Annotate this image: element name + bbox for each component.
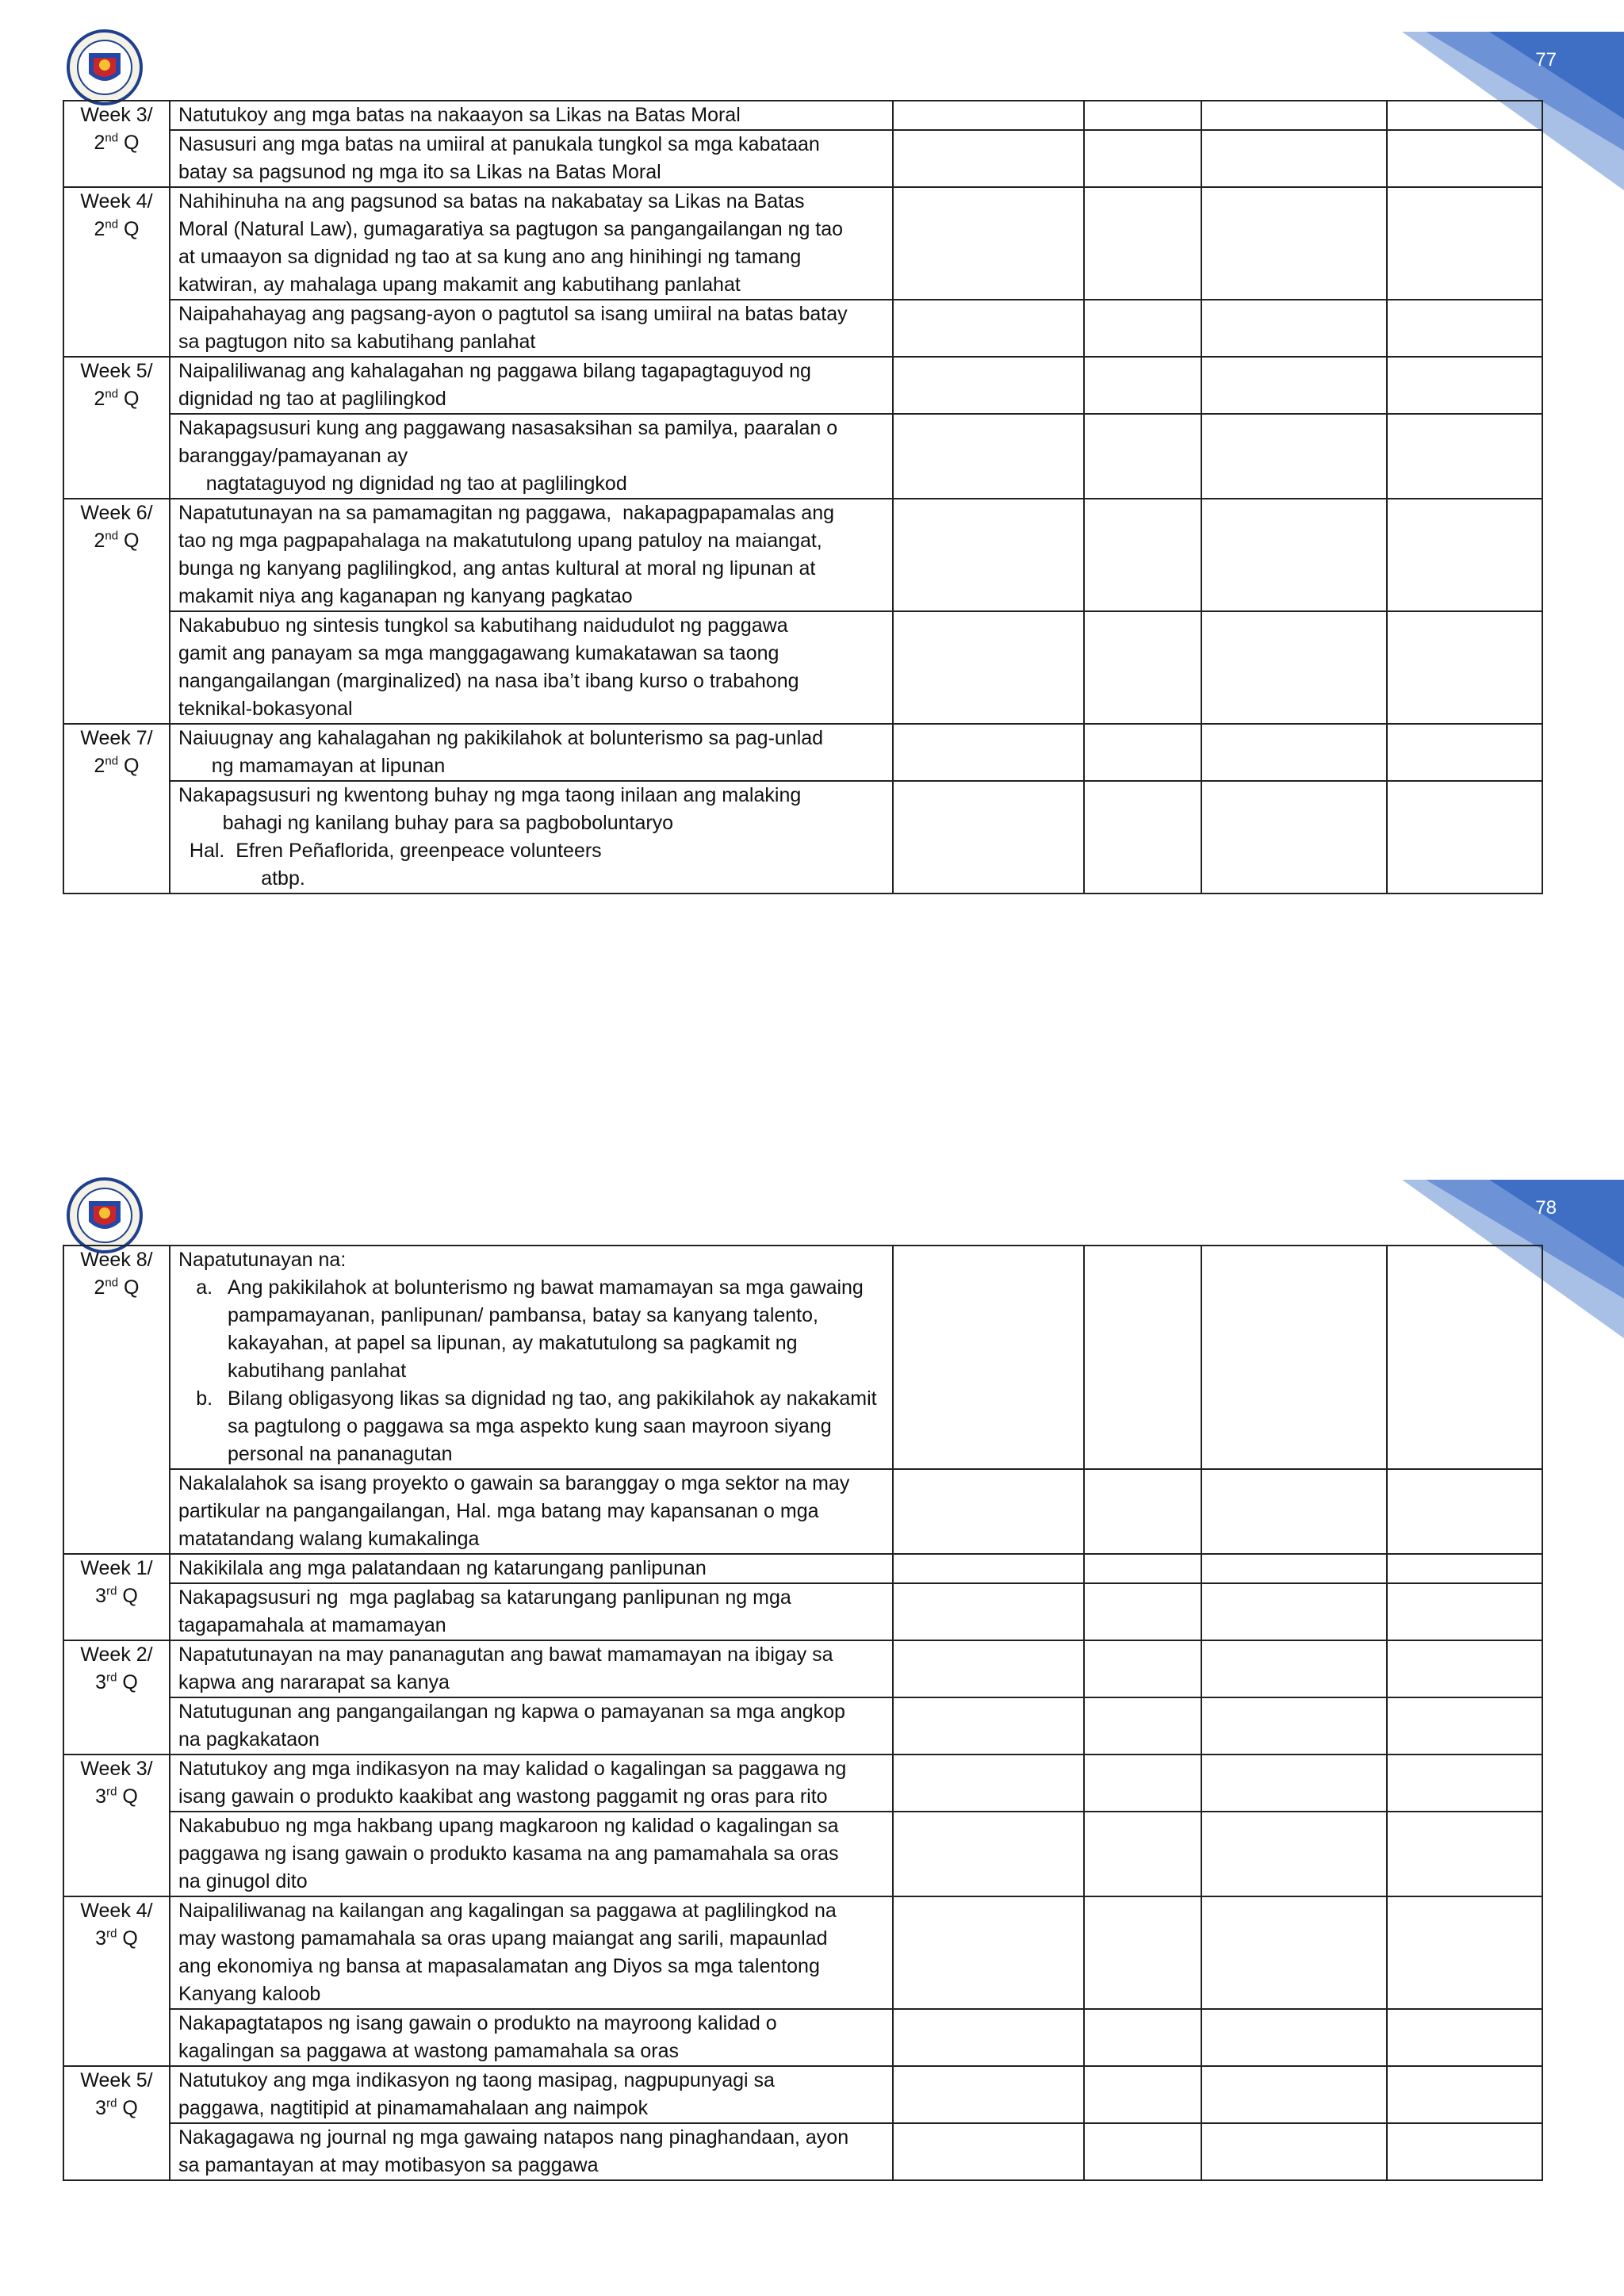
table-row [63,1583,1542,1640]
empty-cell [1387,187,1542,300]
week-cell [63,499,170,724]
quarter-label [72,385,161,413]
quarter-ordinal: rd [106,1785,117,1799]
quarter-number: 2 [94,132,105,154]
empty-cell [1084,1469,1201,1554]
competency-intro: Napatutunayan na: [178,1249,347,1271]
empty-cell [1387,2123,1542,2180]
quarter-suffix: Q [117,1671,138,1693]
empty-cell [1201,499,1387,611]
quarter-number: 3 [95,1927,107,1950]
quarter-suffix: Q [118,530,140,552]
empty-cell [1084,357,1201,414]
quarter-suffix: Q [117,2097,138,2119]
empty-cell [1201,724,1387,781]
empty-cell [1084,1896,1201,2009]
week-label: Week 2/ [80,1644,153,1666]
competency-cell: Nahihinuha na ang pagsunod sa batas na nakabatay sa Likas na Batas Moral (Natural Law), gumagaratiya sa pagtugon sa pangangailangan ng tao at umaayon sa dignidad ng tao at sa kung ano ang hinihingi ng tamang katwiran, ay mahalaga upang makamit ang kabutihang panlahat [170,187,893,300]
competency-cell: Naipaliliwanag na kailangan ang kagalingan sa paggawa at paglilingkod na may wastong pamamahala sa oras upang maiangat ang sarili, mapaunlad ang ekonomiya ng bansa at mapasalamatan ang Diyos sa mga talentong Kanyang kaloob [170,1896,893,2009]
empty-cell [893,101,1084,130]
table-row [63,499,1542,611]
empty-cell [1387,1812,1542,1896]
empty-cell [1201,187,1387,300]
empty-cell [1084,2123,1201,2180]
competency-cell: Natutukoy ang mga indikasyon na may kalidad o kagalingan sa paggawa ng isang gawain o produkto kaakibat ang wastong paggamit ng oras para rito [170,1755,893,1812]
competency-cell: Nakapagtatapos ng isang gawain o produkto na mayroong kalidad o kagalingan sa paggawa at wastong pamamahala sa oras [170,2009,893,2066]
empty-cell [1201,1755,1387,1812]
empty-cell [1387,499,1542,611]
empty-cell [1084,1755,1201,1812]
empty-cell [893,300,1084,357]
quarter-number: 3 [95,1785,107,1808]
empty-cell [893,187,1084,300]
empty-cell [1084,2066,1201,2123]
empty-cell [893,1246,1084,1469]
empty-cell [893,1755,1084,1812]
empty-cell [893,1469,1084,1554]
empty-cell [893,611,1084,724]
table-row [63,1554,1542,1583]
empty-cell [1201,414,1387,499]
empty-cell [1084,101,1201,130]
empty-cell [1084,1640,1201,1697]
competency-cell: Nakabubuo ng mga hakbang upang magkaroon ng kalidad o kagalingan sa paggawa ng isang gawain o produkto kasama na ang pamamahala sa oras na ginugol dito [170,1812,893,1896]
week-cell [63,2066,170,2180]
competency-cell: Naiuugnay ang kahalagahan ng pakikilahok at bolunterismo sa pag-unlad ng mamamayan at lipunan [170,724,893,781]
empty-cell [1201,781,1387,894]
table-row [63,101,1542,130]
empty-cell [1387,1896,1542,2009]
competency-cell: Nakikilala ang mga palatandaan ng katarungang panlipunan [170,1554,893,1583]
competency-cell: Naipahahayag ang pagsang-ayon o pagtutol sa isang umiiral na batas batay sa pagtugon nito sa kabutihang panlahat [170,300,893,357]
empty-cell [1201,1697,1387,1755]
empty-cell [1201,1896,1387,2009]
empty-cell [1387,781,1542,894]
table-row [63,300,1542,357]
competency-cell: Natutukoy ang mga indikasyon ng taong masipag, nagpupunyagi sa paggawa, nagtitipid at pinamamahalaan ang naimpok [170,2066,893,2123]
week-cell [63,1896,170,2066]
empty-cell [893,414,1084,499]
quarter-label [72,129,161,157]
competency-table [63,100,1543,894]
table-row [63,2009,1542,2066]
quarter-suffix: Q [118,388,140,410]
table-row [63,1697,1542,1755]
table-row [63,1640,1542,1697]
quarter-number: 3 [95,1671,107,1693]
empty-cell [1084,1697,1201,1755]
deped-seal-icon [65,1176,144,1255]
empty-cell [893,130,1084,187]
empty-cell [1387,1246,1542,1469]
table-row [63,130,1542,187]
empty-cell [1201,1812,1387,1896]
week-label: Week 4/ [80,190,153,212]
page-number: 78 [1535,1197,1557,1219]
week-cell [63,724,170,894]
page-number: 77 [1535,49,1557,71]
empty-cell [893,1896,1084,2009]
quarter-suffix: Q [118,132,140,154]
empty-cell [1084,130,1201,187]
quarter-ordinal: nd [105,387,119,401]
quarter-suffix: Q [117,1585,138,1607]
table-row [63,1812,1542,1896]
quarter-ordinal: nd [105,217,119,232]
week-label: Week 5/ [80,2069,153,2091]
empty-cell [1201,2123,1387,2180]
empty-cell [1387,300,1542,357]
competency-cell: Nakapagsusuri kung ang paggawang nasasaksihan sa pamilya, paaralan o baranggay/pamayanan ay nagtataguyod ng dignidad ng tao at paglilingkod [170,414,893,499]
quarter-number: 3 [95,2097,107,2119]
empty-cell [893,357,1084,414]
table-row [63,1246,1542,1469]
empty-cell [1387,724,1542,781]
week-label: Week 6/ [80,502,153,524]
quarter-label [72,527,161,555]
week-label: Week 3/ [80,1758,153,1780]
quarter-label [72,2095,161,2122]
empty-cell [1201,1640,1387,1697]
quarter-number: 2 [94,755,105,777]
quarter-number: 3 [95,1585,107,1607]
quarter-label [72,1274,161,1302]
empty-cell [1387,101,1542,130]
quarter-suffix: Q [118,1276,140,1299]
week-label: Week 7/ [80,727,153,749]
list-item: a. Ang pakikilahok at bolunterismo ng bawat mamamayan sa mga gawaing pampamayanan, panlipunan/ pambansa, batay sa kanyang talento, kakayahan, at papel sa lipunan, ay makatutulong sa pagkamit ng kabutihang panlahat [218,1274,884,1385]
quarter-number: 2 [94,1276,105,1299]
table-row [63,357,1542,414]
quarter-ordinal: nd [105,131,119,145]
competency-cell: Natutukoy ang mga batas na nakaayon sa Likas na Batas Moral [170,101,893,130]
quarter-label [72,1783,161,1811]
week-label: Week 1/ [80,1557,153,1579]
quarter-ordinal: rd [106,2096,117,2110]
empty-cell [1387,1583,1542,1640]
empty-cell [1084,1812,1201,1896]
empty-cell [1084,300,1201,357]
empty-cell [893,724,1084,781]
table-row [63,187,1542,300]
quarter-ordinal: rd [106,1670,117,1685]
empty-cell [1201,2066,1387,2123]
empty-cell [1387,130,1542,187]
empty-cell [1201,2009,1387,2066]
empty-cell [1201,300,1387,357]
quarter-ordinal: nd [105,1276,119,1290]
empty-cell [893,1554,1084,1583]
empty-cell [1084,499,1201,611]
empty-cell [1084,2009,1201,2066]
week-label: Week 3/ [80,104,153,126]
empty-cell [1201,1554,1387,1583]
week-cell [63,357,170,499]
week-label: Week 8/ [80,1249,153,1271]
empty-cell [1201,1246,1387,1469]
empty-cell [893,781,1084,894]
quarter-suffix: Q [117,1785,138,1808]
competency-cell: Napatutunayan na may pananagutan ang bawat mamamayan na ibigay sa kapwa ang nararapat sa kanya [170,1640,893,1697]
deped-seal-icon [65,28,144,107]
empty-cell [1201,1583,1387,1640]
empty-cell [1201,611,1387,724]
empty-cell [1084,414,1201,499]
empty-cell [1387,1755,1542,1812]
empty-cell [893,1583,1084,1640]
quarter-label [72,1669,161,1697]
week-label: Week 4/ [80,1900,153,1922]
competency-cell: Nakagagawa ng journal ng mga gawaing natapos nang pinaghandaan, ayon sa pamantayan at may motibasyon sa paggawa [170,2123,893,2180]
empty-cell [893,499,1084,611]
quarter-label [72,1582,161,1610]
week-cell [63,1640,170,1755]
table-row [63,414,1542,499]
empty-cell [1201,1469,1387,1554]
empty-cell [1387,1554,1542,1583]
empty-cell [1387,611,1542,724]
competency-table [63,1245,1543,2181]
empty-cell [1084,1246,1201,1469]
empty-cell [1201,130,1387,187]
quarter-label [72,216,161,243]
empty-cell [1084,724,1201,781]
quarter-ordinal: nd [105,754,119,768]
empty-cell [893,1640,1084,1697]
week-cell [63,187,170,357]
quarter-number: 2 [94,218,105,240]
quarter-suffix: Q [117,1927,138,1950]
quarter-number: 2 [94,530,105,552]
quarter-ordinal: rd [106,1584,117,1598]
table-row [63,1755,1542,1812]
competency-sublist [178,1274,884,1468]
quarter-number: 2 [94,388,105,410]
competency-cell: Nakapagsusuri ng mga paglabag sa katarungang panlipunan ng mga tagapamahala at mamamayan [170,1583,893,1640]
competency-cell: Napatutunayan na sa pamamagitan ng paggawa, nakapagpapamalas ang tao ng mga pagpapahalaga na makatutulong upang patuloy na maiangat, bunga ng kanyang paglilingkod, ang antas kultural at moral ng lipunan at makamit niya ang kaganapan ng kanyang pagkatao [170,499,893,611]
empty-cell [1201,101,1387,130]
empty-cell [1084,187,1201,300]
empty-cell [893,1812,1084,1896]
competency-cell: Natutugunan ang pangangailangan ng kapwa o pamayanan sa mga angkop na pagkakataon [170,1697,893,1755]
table-row [63,1469,1542,1554]
empty-cell [1387,1469,1542,1554]
table-row [63,611,1542,724]
empty-cell [1387,2009,1542,2066]
week-label: Week 5/ [80,360,153,382]
empty-cell [893,2009,1084,2066]
quarter-label [72,752,161,780]
competency-cell: Nakalalahok sa isang proyekto o gawain sa baranggay o mga sektor na may partikular na pangangailangan, Hal. mga batang may kapansanan o mga matatandang walang kumakalinga [170,1469,893,1554]
empty-cell [893,2066,1084,2123]
quarter-suffix: Q [118,755,140,777]
week-cell [63,1246,170,1554]
list-item: b. Bilang obligasyong likas sa dignidad ng tao, ang pakikilahok ay nakakamit sa pagtulong o paggawa sa mga aspekto kung saan mayroon siyang personal na pananagutan [218,1385,884,1468]
empty-cell [1084,611,1201,724]
table-row [63,781,1542,894]
quarter-ordinal: nd [105,529,119,543]
empty-cell [1387,414,1542,499]
table-row [63,724,1542,781]
table-row [63,1896,1542,2009]
empty-cell [1387,2066,1542,2123]
empty-cell [1084,781,1201,894]
competency-cell: Naipaliliwanag ang kahalagahan ng paggawa bilang tagapagtaguyod ng dignidad ng tao at paglilingkod [170,357,893,414]
empty-cell [1387,1697,1542,1755]
quarter-label [72,1925,161,1953]
week-cell [63,101,170,187]
empty-cell [893,1697,1084,1755]
page-78 [0,1148,1624,2296]
table-row [63,2066,1542,2123]
week-cell [63,1755,170,1896]
empty-cell [1201,357,1387,414]
empty-cell [1084,1554,1201,1583]
empty-cell [1387,1640,1542,1697]
empty-cell [893,2123,1084,2180]
week-cell [63,1554,170,1640]
table-row [63,2123,1542,2180]
empty-cell [1084,1583,1201,1640]
competency-cell: Nasusuri ang mga batas na umiiral at panukala tungkol sa mga kabataan batay sa pagsunod ng mga ito sa Likas na Batas Moral [170,130,893,187]
empty-cell [1387,357,1542,414]
quarter-suffix: Q [118,218,140,240]
competency-cell: Nakabubuo ng sintesis tungkol sa kabutihang naidudulot ng paggawa gamit ang panayam sa mga manggagawang kumakatawan sa taong nangangailangan (marginalized) na nasa iba’t ibang kurso o trabahong teknikal-bokasyonal [170,611,893,724]
competency-cell [170,1246,893,1469]
competency-cell: Nakapagsusuri ng kwentong buhay ng mga taong inilaan ang malaking bahagi ng kanilang buhay para sa pagboboluntaryo Hal. Efren Peñaflorida, greenpeace volunteers atbp. [170,781,893,894]
quarter-ordinal: rd [106,1927,117,1941]
